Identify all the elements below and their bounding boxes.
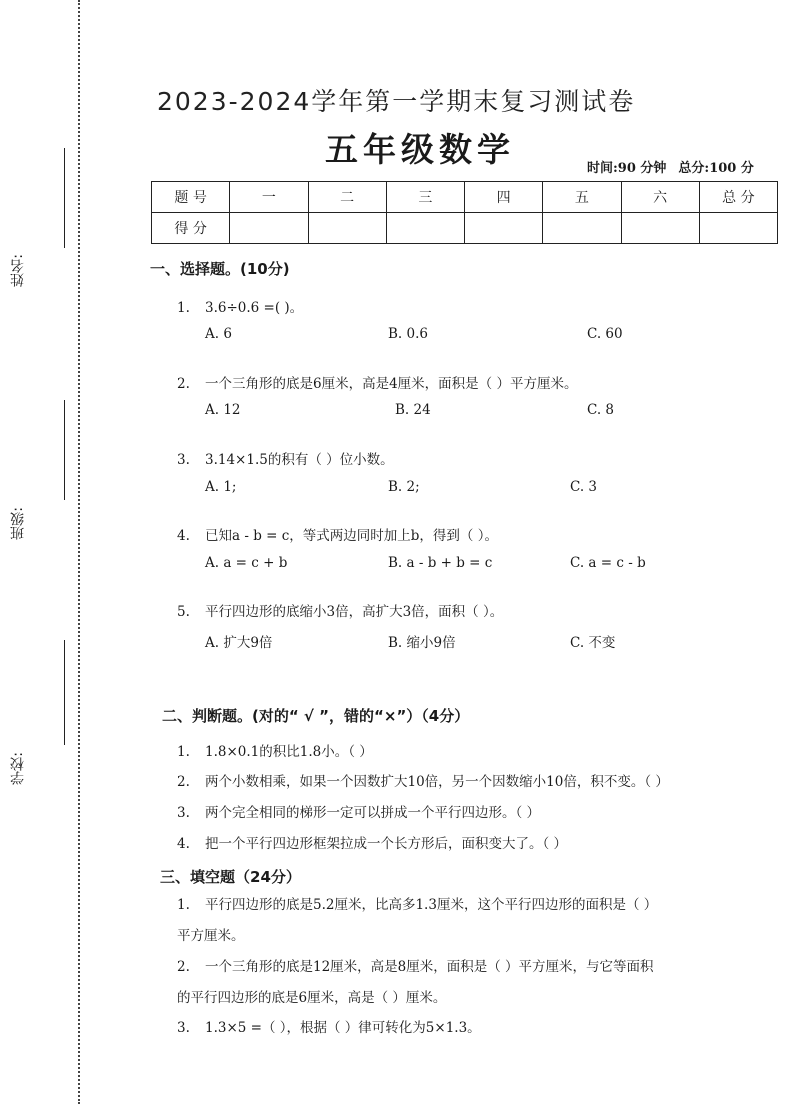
score-header-cell: 题 号 [152, 182, 230, 213]
option-a: A. 12 [205, 402, 241, 418]
question-text: 3.6÷0.6 =( )。 [205, 300, 304, 316]
question-text-continued: 平方厘米。 [177, 928, 245, 944]
question-number: 2. [177, 376, 190, 392]
score-table [151, 181, 778, 244]
question-number: 5. [177, 604, 190, 620]
school-blank[interactable] [64, 640, 65, 745]
choice-question [177, 372, 577, 392]
option-c: C. a = c - b [570, 555, 646, 571]
option-c: C. 60 [587, 326, 623, 342]
question-number: 2. [177, 774, 190, 790]
fill-question [177, 1016, 481, 1036]
score-table-score-row [152, 213, 778, 244]
score-header-cell: 一 [230, 182, 308, 213]
school-label: 学校: [10, 752, 26, 785]
option-b: B. 2; [388, 479, 420, 495]
question-text: 已知a - b = c，等式两边同时加上b，得到（ ）。 [205, 528, 498, 544]
score-cell[interactable] [386, 213, 464, 244]
choice-question [177, 600, 503, 620]
question-text: 1.8×0.1的积比1.8小。（ ） [205, 744, 373, 760]
option-a: A. a = c + b [205, 555, 288, 571]
exam-title: 2023-2024学年第一学期末复习测试卷 [157, 87, 636, 116]
option-b: B. 24 [395, 402, 431, 418]
option-b: B. 缩小9倍 [388, 635, 456, 651]
score-cell[interactable] [465, 213, 543, 244]
section2-title: 二、判断题。(对的“ √ ”，错的“×”）（4分） [162, 707, 470, 725]
choice-question [177, 296, 303, 316]
score-header-cell: 四 [465, 182, 543, 213]
score-header-cell: 三 [386, 182, 464, 213]
name-label: 姓名: [10, 254, 26, 287]
question-text: 平行四边形的底是5.2厘米，比高多1.3厘米，这个平行四边形的面积是（ ） [205, 897, 658, 913]
question-text-continued: 的平行四边形的底是6厘米，高是（ ）厘米。 [177, 990, 447, 1006]
question-number: 3. [177, 452, 190, 468]
exam-meta [587, 157, 766, 176]
binding-dotted-line [78, 0, 80, 1104]
class-blank[interactable] [64, 400, 65, 500]
score-row-label: 得 分 [152, 213, 230, 244]
question-text: 一个三角形的底是12厘米，高是8厘米，面积是（ ）平方厘米，与它等面积 [205, 959, 654, 975]
exam-time: 时间:90 分钟 [587, 161, 667, 176]
judge-question [177, 770, 669, 790]
section3-title: 三、填空题（24分） [160, 868, 301, 886]
option-b: B. a - b + b = c [388, 555, 493, 571]
question-text: 3.14×1.5的积有（ ）位小数。 [205, 452, 394, 468]
class-label: 班级: [10, 507, 26, 540]
score-cell[interactable] [230, 213, 308, 244]
question-number: 1. [177, 897, 190, 913]
judge-question [177, 832, 567, 852]
subject-title: 五年级数学 [325, 130, 515, 169]
question-text: 把一个平行四边形框架拉成一个长方形后，面积变大了。（ ） [205, 836, 568, 852]
question-number: 1. [177, 300, 190, 316]
fill-question [177, 955, 654, 975]
score-header-cell: 二 [308, 182, 386, 213]
score-cell[interactable] [621, 213, 699, 244]
score-cell[interactable] [543, 213, 621, 244]
question-text: 1.3×5 =（ ），根据（ ）律可转化为5×1.3。 [205, 1020, 481, 1036]
option-a: A. 6 [205, 326, 232, 342]
question-text: 两个小数相乘，如果一个因数扩大10倍，另一个因数缩小10倍，积不变。（ ） [205, 774, 669, 790]
choice-question [177, 524, 498, 544]
fill-question [177, 893, 657, 913]
option-c: C. 8 [587, 402, 615, 418]
name-blank[interactable] [64, 148, 65, 248]
option-c: C. 3 [570, 479, 598, 495]
score-table-header-row [152, 182, 778, 213]
judge-question [177, 740, 373, 760]
option-a: A. 1; [205, 479, 237, 495]
question-number: 3. [177, 805, 190, 821]
option-c: C. 不变 [570, 635, 616, 651]
score-header-cell: 五 [543, 182, 621, 213]
question-number: 2. [177, 959, 190, 975]
question-number: 3. [177, 1020, 190, 1036]
section1-title: 一、选择题。(10分) [150, 260, 290, 278]
exam-total: 总分:100 分 [678, 161, 754, 176]
score-cell[interactable] [308, 213, 386, 244]
score-header-cell: 总 分 [699, 182, 777, 213]
choice-question [177, 448, 394, 468]
question-text: 平行四边形的底缩小3倍，高扩大3倍，面积（ ）。 [205, 604, 504, 620]
score-cell[interactable] [699, 213, 777, 244]
question-number: 1. [177, 744, 190, 760]
question-number: 4. [177, 836, 190, 852]
question-text: 一个三角形的底是6厘米，高是4厘米，面积是（ ）平方厘米。 [205, 376, 578, 392]
score-header-cell: 六 [621, 182, 699, 213]
question-text: 两个完全相同的梯形一定可以拼成一个平行四边形。（ ） [205, 805, 541, 821]
option-a: A. 扩大9倍 [205, 635, 273, 651]
question-number: 4. [177, 528, 190, 544]
option-b: B. 0.6 [388, 326, 428, 342]
judge-question [177, 801, 540, 821]
